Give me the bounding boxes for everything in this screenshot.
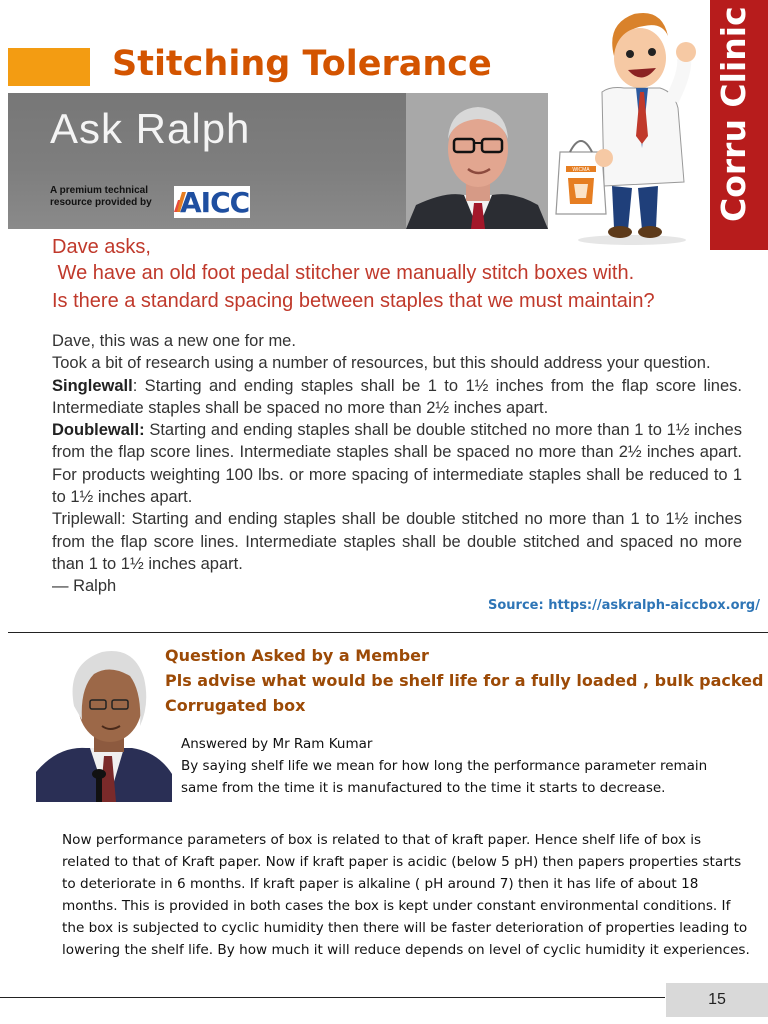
corru-clinic-sidebar bbox=[710, 0, 768, 250]
answer-body bbox=[52, 330, 742, 598]
ralph-photo bbox=[406, 93, 548, 229]
title-accent-bar bbox=[8, 48, 90, 86]
sidebar-label: Corru Clinic bbox=[714, 6, 753, 222]
shelf-life-paragraph: Now performance parameters of box is related to that of kraft paper. Hence shelf life of box is related to that of Kraft paper. Now if kraft paper is acidic (below 5 pH) then papers properties starts to deteriorate in 6 months. If kraft paper is alkaline ( pH around 7) then it has life of about 18 months. This is provided in both cases the box is kept under constant environmental conditions. If the box is subjected to cyclic humidity then there will be faster deterioration of properties leading to lowering the shelf life. By how much it will reduce depends on level of cyclic humidity it experiences. bbox=[62, 832, 750, 958]
member-question-line-1: Pls advise what would be shelf life for a fully loaded , bulk packed bbox=[165, 671, 764, 690]
bag-logo-text: WICMA bbox=[572, 167, 590, 173]
section-divider bbox=[8, 632, 768, 633]
answer-intro-2: Took a bit of research using a number of resources, but this should address your question. bbox=[52, 354, 711, 373]
source-link[interactable]: Source: https://askralph-aiccbox.org/ bbox=[488, 598, 760, 613]
member-answer bbox=[181, 733, 741, 799]
question-line-1: We have an old foot pedal stitcher we manually stitch boxes with. bbox=[52, 262, 635, 284]
answered-by: Answered by Mr Ram Kumar bbox=[181, 736, 373, 752]
triplewall-paragraph: Triplewall: Starting and ending staples shall be double stitched no more than 1 to 1½ inches from the flap score lines. Intermediate staples shall be double stitched and spaced no more than 1 to 1½ inches apart. bbox=[52, 510, 742, 573]
aicc-logo-text: AICC bbox=[180, 186, 250, 219]
doctor-cartoon bbox=[552, 8, 708, 246]
banner-tagline: A premium technical resource provided by bbox=[50, 185, 152, 208]
ask-ralph-banner bbox=[8, 93, 406, 229]
singlewall-label: Singlewall bbox=[52, 376, 133, 395]
page-number: 15 bbox=[666, 983, 768, 1017]
footer-divider bbox=[0, 997, 665, 998]
ram-kumar-photo bbox=[36, 634, 172, 802]
signature: — Ralph bbox=[52, 577, 117, 596]
singlewall-text: : Starting and ending staples shall be 1 to 1½ inches from the flap score lines. Intermediate staples shall be spaced no more than 2½ inches apart. bbox=[52, 376, 742, 417]
question-asker: Dave asks, bbox=[52, 236, 151, 258]
question-line-2: Is there a standard spacing between staples that we must maintain? bbox=[52, 290, 655, 312]
answer-intro: By saying shelf life we mean for how long the performance parameter remain same from the time it is manufactured to the time it starts to decrease. bbox=[181, 758, 708, 796]
doublewall-text: Starting and ending staples shall be double stitched no more than 1 to 1½ inches from the flap score lines. Intermediate staples shall be spaced no more than 2½ inches apart. For products weighting 100 lbs. or more spacing of intermediate staples shall be reduced to 1 to 1½ inches apart. bbox=[52, 421, 742, 507]
member-question-heading: Question Asked by a Member bbox=[165, 646, 429, 665]
answer-intro-1: Dave, this was a new one for me. bbox=[52, 332, 296, 350]
singlewall-paragraph bbox=[52, 375, 742, 420]
doublewall-paragraph bbox=[52, 419, 742, 508]
member-question-line-2: Corrugated box bbox=[165, 696, 306, 715]
aicc-logo bbox=[174, 186, 250, 218]
page-title: Stitching Tolerance bbox=[112, 44, 492, 84]
banner-heading: Ask Ralph bbox=[50, 105, 251, 152]
doublewall-label: Doublewall: bbox=[52, 421, 145, 440]
